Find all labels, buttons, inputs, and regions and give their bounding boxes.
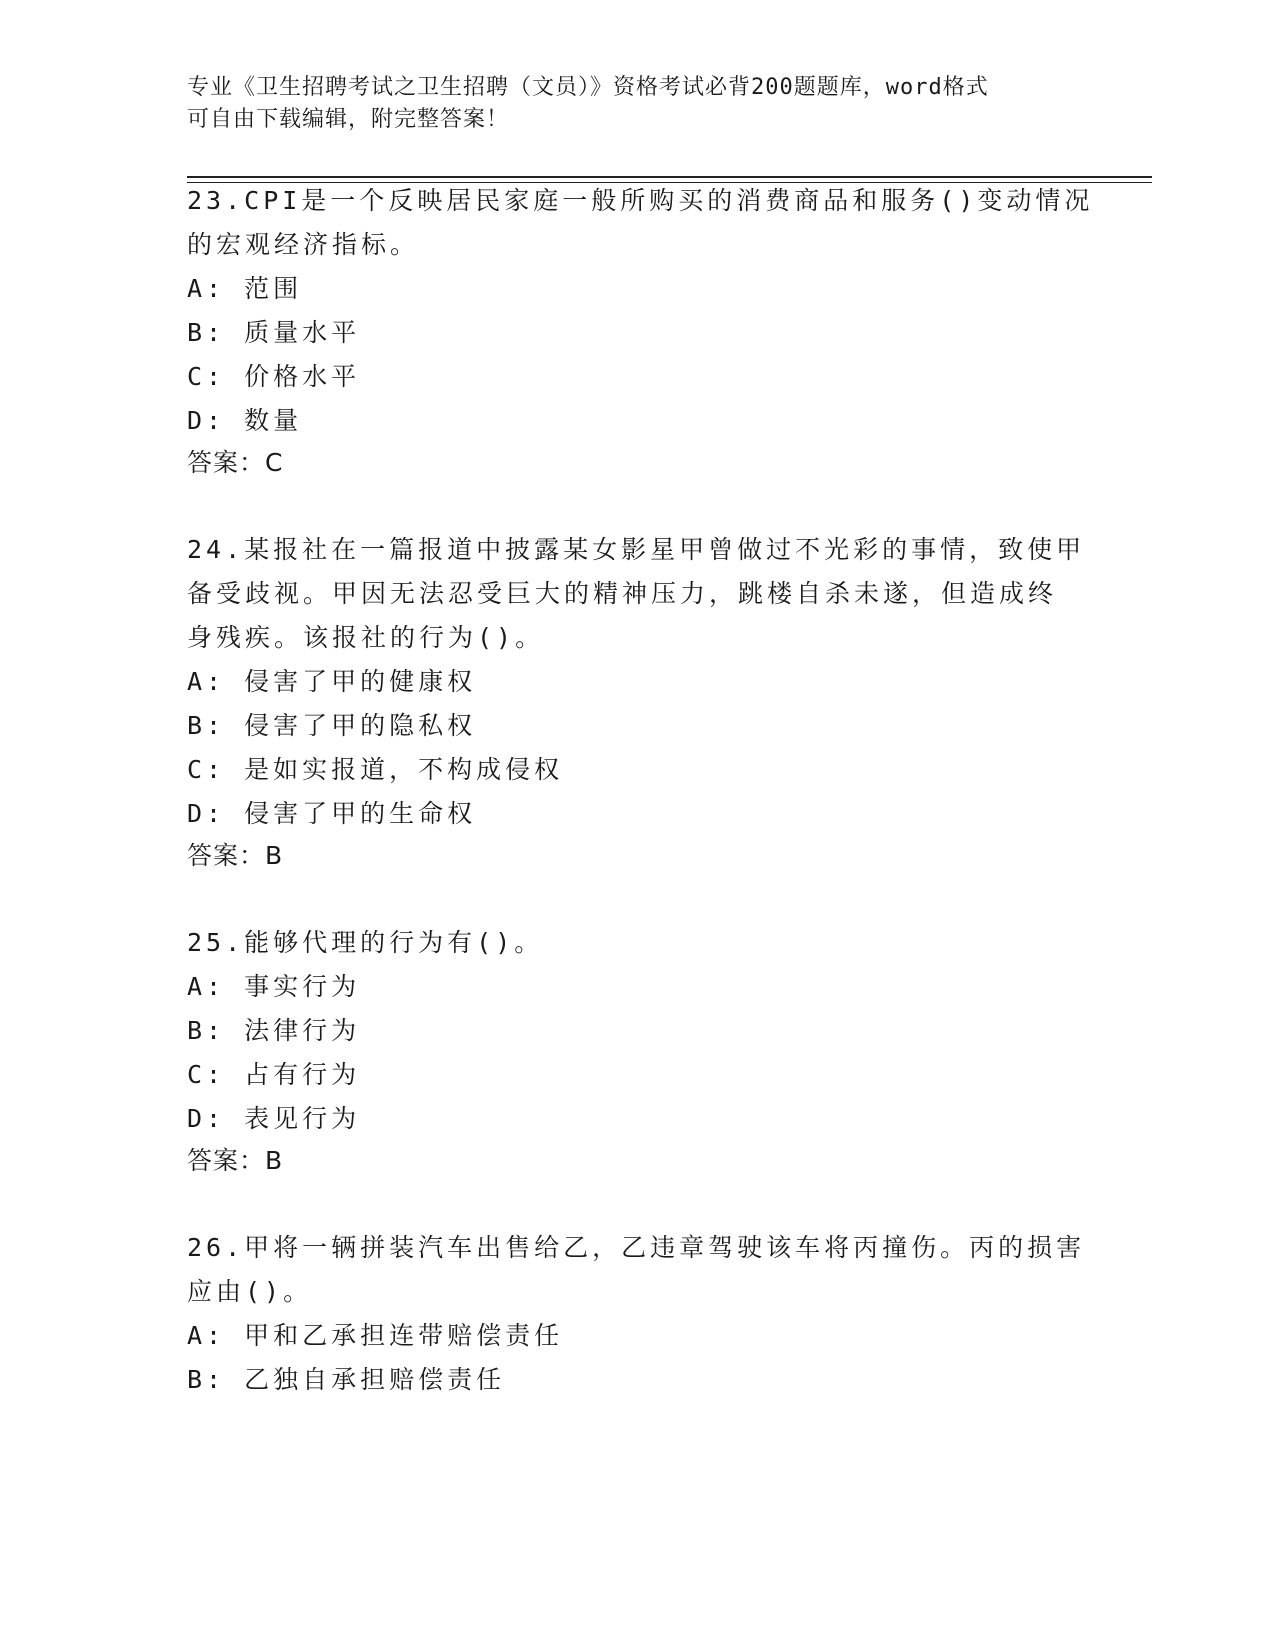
question-23-option-a: A: 范围 [187,274,303,303]
question-24-stem-line-2: 备受歧视。甲因无法忍受巨大的精神压力，跳楼自杀未遂，但造成终 [187,579,1058,608]
question-23-option-c: C: 价格水平 [187,362,361,391]
question-23-stem-line-1: 23.CPI是一个反映居民家庭一般所购买的消费商品和服务()变动情况 [187,186,1094,215]
question-25-option-a: A: 事实行为 [187,972,361,1001]
question-26-stem-line-2: 应由()。 [187,1277,313,1306]
question-25-answer: 答案：B [187,1146,284,1175]
question-24-answer: 答案：B [187,841,284,870]
header-line-2: 可自由下载编辑，附完整答案！ [187,107,510,132]
question-23-option-b: B: 质量水平 [187,318,361,347]
question-24-option-a: A: 侵害了甲的健康权 [187,667,477,696]
header-divider-thin [187,182,1152,183]
header-line-1: 专业《卫生招聘考试之卫生招聘（文员）》资格考试必背200题题库，word格式 [187,75,989,100]
question-24-option-b: B: 侵害了甲的隐私权 [187,711,477,740]
question-23-stem-line-2: 的宏观经济指标。 [187,230,420,259]
question-25-stem-line-1: 25.能够代理的行为有()。 [187,928,544,957]
question-24-stem-line-3: 身残疾。该报社的行为()。 [187,623,545,652]
question-24-option-c: C: 是如实报道，不构成侵权 [187,755,564,784]
question-25-option-c: C: 占有行为 [187,1060,361,1089]
question-26-option-a: A: 甲和乙承担连带赔偿责任 [187,1321,564,1350]
question-23-option-d: D: 数量 [187,406,303,435]
question-26-option-b: B: 乙独自承担赔偿责任 [187,1365,506,1394]
question-24-stem-line-1: 24.某报社在一篇报道中披露某女影星甲曾做过不光彩的事情，致使甲 [187,535,1086,564]
question-24-option-d: D: 侵害了甲的生命权 [187,799,477,828]
header-divider-thick [187,176,1152,178]
question-25-option-d: D: 表见行为 [187,1104,361,1133]
question-26-stem-line-1: 26.甲将一辆拼装汽车出售给乙，乙违章驾驶该车将丙撞伤。丙的损害 [187,1233,1086,1262]
document-header [187,72,1067,136]
question-23-answer: 答案：C [187,448,284,477]
question-25-option-b: B: 法律行为 [187,1016,361,1045]
